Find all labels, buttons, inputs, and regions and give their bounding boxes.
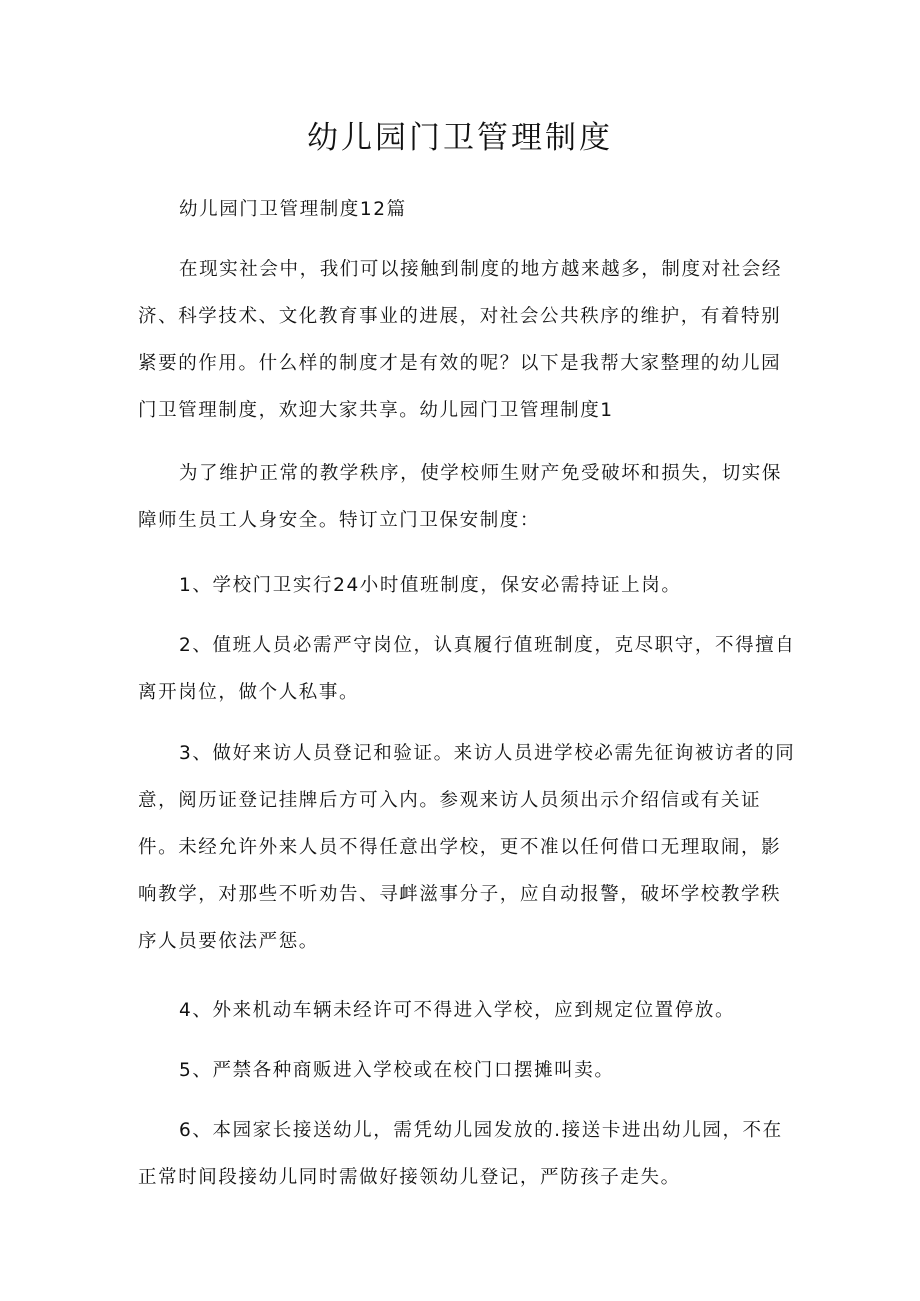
purpose-paragraph: 为了维护正常的教学秩序，使学校师生财产免受破坏和损失，切实保障师生员工人身安全。特订立门卫保安制度： xyxy=(138,463,783,531)
rule-item-6: 6、本园家长接送幼儿，需凭幼儿园发放的.接送卡进出幼儿园，不在正常时间段接幼儿同时需做好接领幼儿登记，严防孩子走失。 xyxy=(138,1120,783,1188)
rule-item-1: 1、学校门卫实行24小时值班制度，保安必需持证上岗。 xyxy=(179,575,682,596)
rule-item-3: 3、做好来访人员登记和验证。来访人员进学校必需先征询被访者的同意，阅历证登记挂牌后方可入内。参观来访人员须出示介绍信或有关证件。未经允许外来人员不得任意出学校，更不准以任何借口无理取闹，影响教学，对那些不听劝告、寻衅滋事分子，应自动报警，破坏学校教学秩序人员要依法严惩。 xyxy=(138,743,796,952)
rule-item-2: 2、值班人员必需严守岗位，认真履行值班制度，克尽职守，不得擅自离开岗位，做个人私事。 xyxy=(138,635,796,703)
document-title: 幼儿园门卫管理制度 xyxy=(307,120,613,156)
intro-paragraph: 在现实社会中，我们可以接触到制度的地方越来越多，制度对社会经济、科学技术、文化教育事业的进展，对社会公共秩序的维护，有着特别紧要的作用。什么样的制度才是有效的呢？以下是我帮大家整理的幼儿园门卫管理制度，欢迎大家共享。幼儿园门卫管理制度1 xyxy=(138,259,783,421)
rule-item-5: 5、严禁各种商贩进入学校或在校门口摆摊叫卖。 xyxy=(179,1060,615,1081)
document-subtitle: 幼儿园门卫管理制度12篇 xyxy=(179,199,407,220)
rule-item-4: 4、外来机动车辆未经许可不得进入学校，应到规定位置停放。 xyxy=(179,1000,736,1021)
